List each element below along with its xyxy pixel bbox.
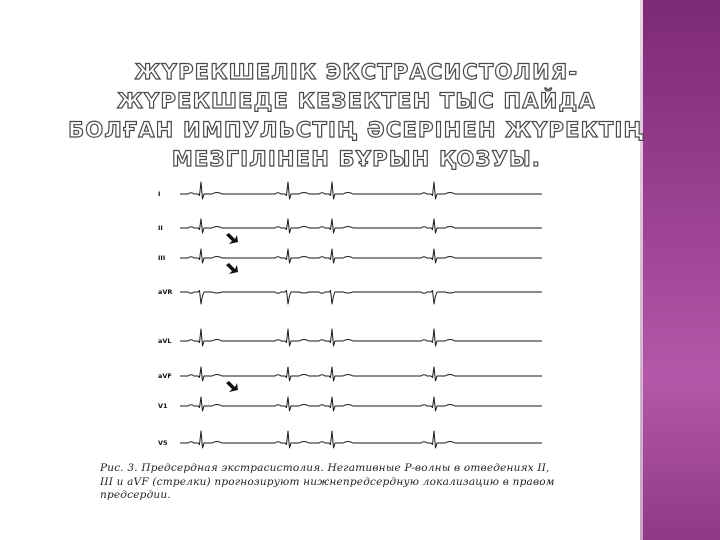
arrow-icon: [226, 381, 238, 392]
ecg-lead-i: [158, 182, 542, 199]
ecg-tracing: [150, 178, 550, 463]
ecg-lead-v5: [158, 431, 542, 448]
ecg-trace: [180, 397, 542, 411]
ecg-trace: [180, 182, 542, 199]
ecg-trace: [180, 431, 542, 448]
ecg-lead-avl: [158, 329, 542, 346]
arrow-icon: [226, 263, 238, 274]
ecg-trace: [180, 367, 542, 381]
ecg-trace: [180, 249, 542, 263]
ecg-lead-label: I: [158, 190, 161, 198]
arrow-icon: [226, 233, 238, 244]
ecg-trace: [180, 291, 542, 305]
ecg-lead-ii: [158, 219, 542, 244]
figure-caption: Рис. 3. Предсердная экстрасистолия. Негативные P-волны в отведениях II, III и aVF (стрелки) прогнозируют нижнепредсердную локализацию в правом предсердии.: [100, 462, 555, 501]
ecg-trace: [180, 329, 542, 346]
ecg-lead-label: aVL: [158, 337, 172, 345]
slide-title: ЖҮРЕКШЕЛІК ЭКСТРАСИСТОЛИЯ-ЖҮРЕКШЕДЕ КЕЗЕКТЕН ТЫС ПАЙДА БОЛҒАН ИМПУЛЬСТІҢ ӘСЕРІНЕН ЖҮРЕКТІҢ МЕЗГІЛІНЕН БҰРЫН ҚОЗУЫ.: [68, 60, 645, 171]
ecg-lead-label: V5: [158, 439, 168, 447]
ecg-trace: [180, 219, 542, 233]
ecg-lead-iii: [158, 249, 542, 274]
ecg-lead-avr: [158, 288, 542, 304]
ecg-lead-v1: [158, 397, 542, 411]
ecg-figure: [150, 178, 550, 463]
ecg-lead-avf: [158, 367, 542, 392]
ecg-lead-label: II: [158, 224, 163, 232]
ecg-lead-label: aVF: [158, 372, 172, 380]
ecg-lead-label: V1: [158, 402, 168, 410]
side-decorative-bar: [643, 0, 720, 540]
ecg-lead-label: aVR: [158, 288, 173, 296]
ecg-lead-label: III: [158, 254, 166, 262]
